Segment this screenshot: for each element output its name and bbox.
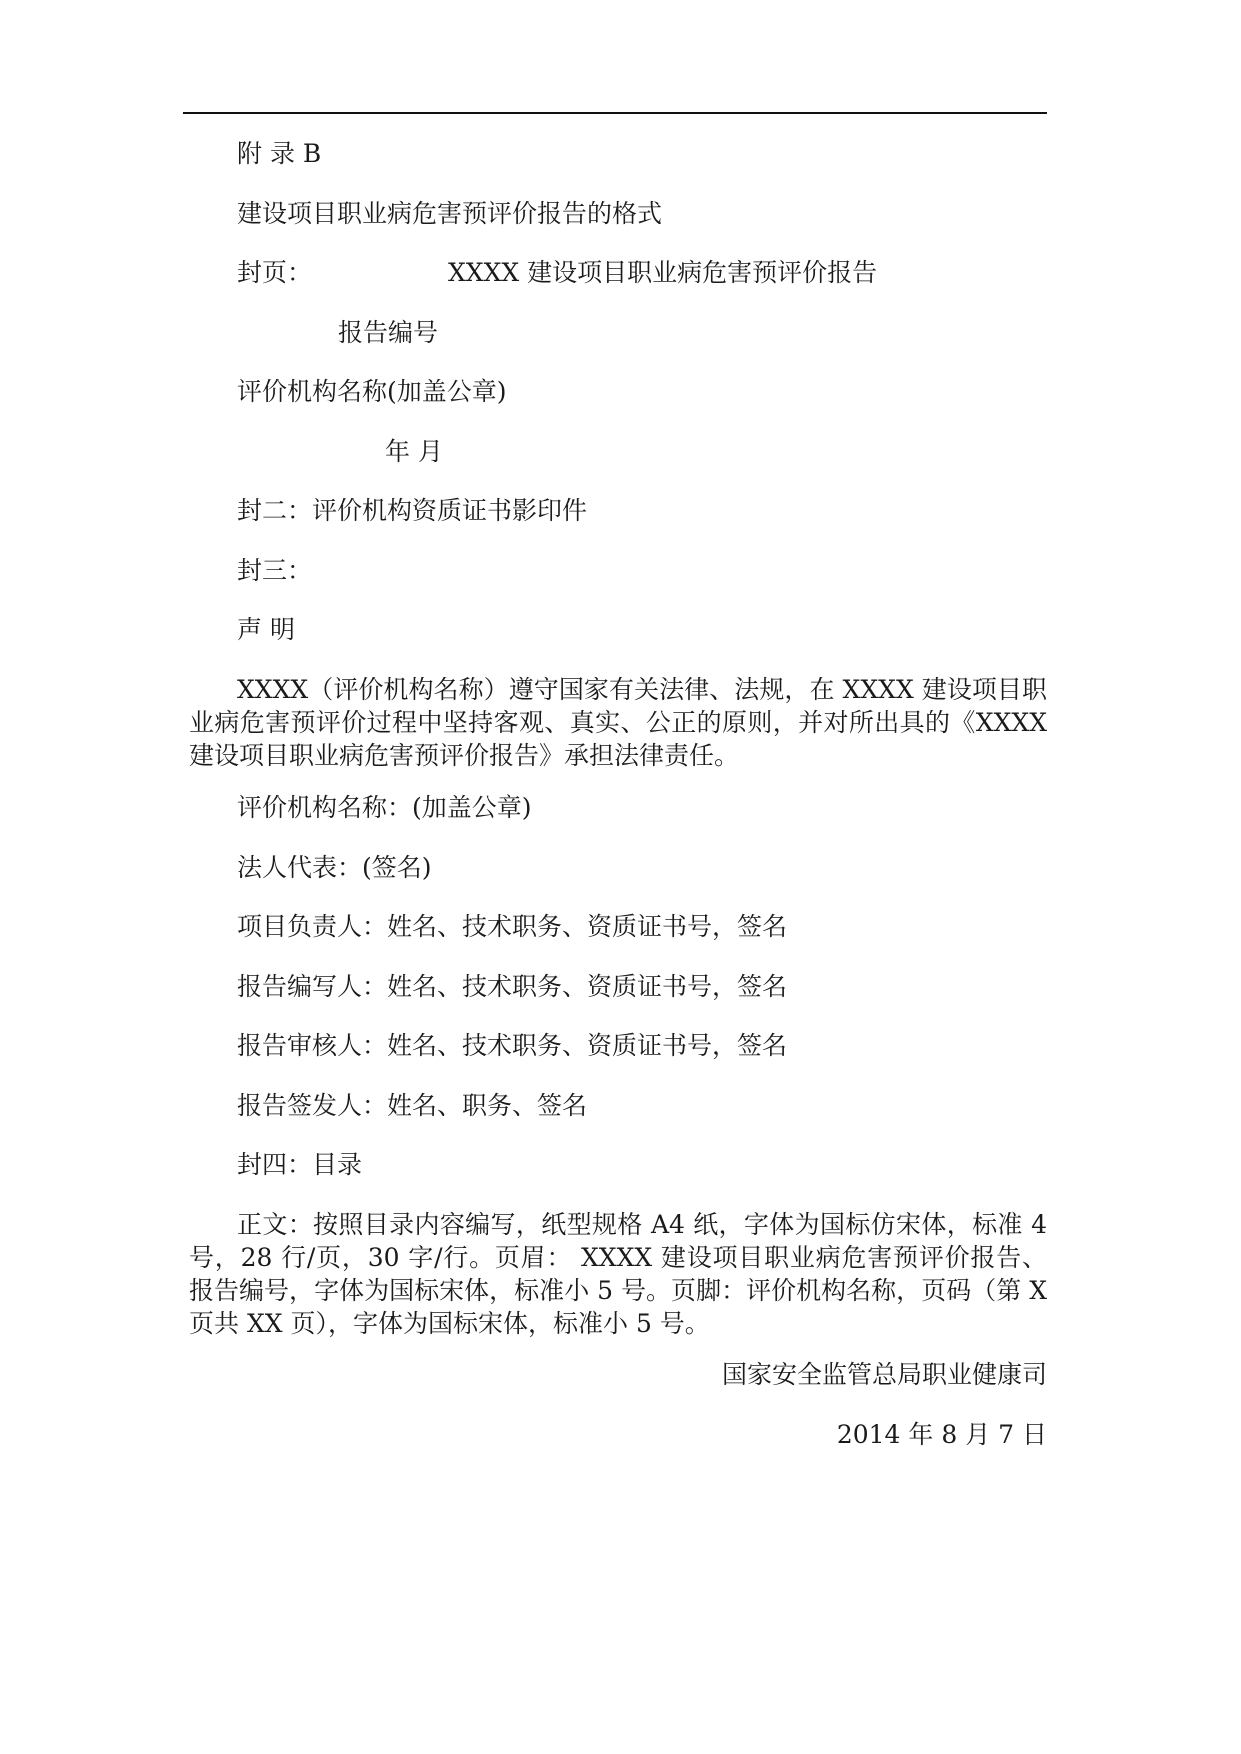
body-text-paragraph: 正文：按照目录内容编写，纸型规格 A4 纸，字体为国标仿宋体，标准 4 号，28 行/页，30 字/行。页眉： XXXX 建设项目职业病危害预评价报告、报告编号，字体为国标宋体，标准小 5 号。页脚：评价机构名称，页码（第 X 页共 XX 页），字体为国标宋体，标准小 5 号。 <box>189 1210 1047 1338</box>
statement-heading: 声 明 <box>237 615 295 644</box>
footer-date: 2014 年 8 月 7 日 <box>836 1420 1047 1449</box>
cover4-line: 封四：目录 <box>237 1150 363 1179</box>
signature-report-reviewer: 报告审核人：姓名、技术职务、资质证书号，签名 <box>237 1031 788 1060</box>
cover-label: 封页： <box>237 258 313 287</box>
cover2-line: 封二：评价机构资质证书影印件 <box>237 496 588 525</box>
signature-report-writer: 报告编写人：姓名、技术职务、资质证书号，签名 <box>237 972 788 1001</box>
appendix-title: 建设项目职业病危害预评价报告的格式 <box>237 199 663 228</box>
cover-date: 年 月 <box>385 437 443 466</box>
header-rule <box>183 112 1047 114</box>
statement-body: XXXX（评价机构名称）遵守国家有关法律、法规，在 XXXX 建设项目职业病危害预评价过程中坚持客观、真实、公正的原则，并对所出具的《XXXX 建设项目职业病危害预评价报告》承担法律责任。 <box>189 675 1047 770</box>
footer-issuer: 国家安全监管总局职业健康司 <box>721 1360 1047 1389</box>
signature-project-lead: 项目负责人：姓名、技术职务、资质证书号，签名 <box>237 912 788 941</box>
signature-legal-rep: 法人代表：(签名) <box>237 853 432 882</box>
signature-institution: 评价机构名称：(加盖公章) <box>237 793 532 822</box>
cover-report-title: XXXX 建设项目职业病危害预评价报告 <box>448 258 878 287</box>
appendix-label: 附 录 B <box>237 139 322 168</box>
cover-report-number: 报告编号 <box>338 318 439 347</box>
cover-institution: 评价机构名称(加盖公章) <box>237 377 507 406</box>
signature-report-issuer: 报告签发人：姓名、职务、签名 <box>237 1091 588 1120</box>
cover3-line: 封三： <box>237 556 313 585</box>
